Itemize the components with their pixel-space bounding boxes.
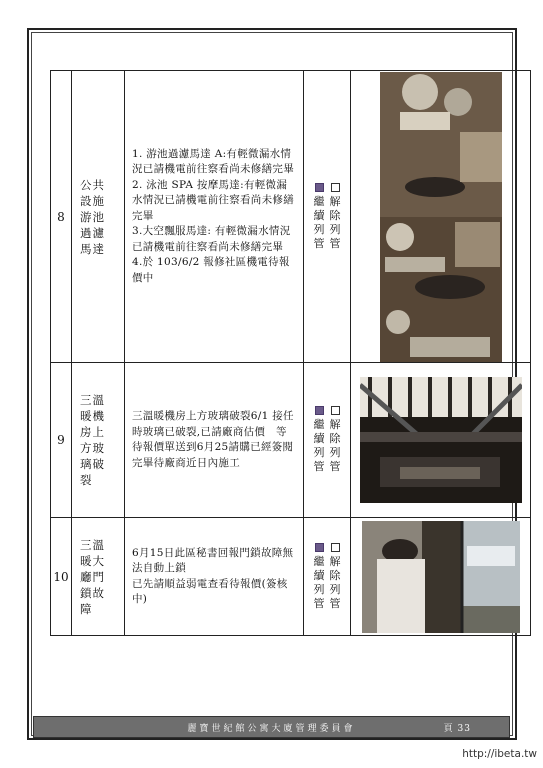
status-continue[interactable] (314, 543, 325, 611)
status-options (304, 406, 350, 474)
table-row (51, 518, 531, 636)
page-footer (33, 716, 510, 738)
remove-checkbox[interactable] (331, 183, 340, 192)
continue-checkbox[interactable] (315, 406, 324, 415)
remove-checkbox[interactable] (331, 406, 340, 415)
table-row (51, 71, 531, 363)
status-remove-label: 解 除 列 管 (329, 194, 341, 250)
page-number: 頁 33 (443, 724, 471, 734)
status-remove[interactable] (330, 183, 341, 251)
issue-table (50, 70, 531, 636)
photo-broken-glass (360, 377, 522, 503)
photo-lobby-door (362, 521, 520, 633)
desc-line: 已先請順益弱電查看待報價(簽核中) (132, 577, 288, 605)
item-name: 三溫暖機房上方玻璃破裂 (80, 393, 105, 487)
desc-line: 6月15日此區秘書回報門鎖故障無法自動上鎖 (132, 546, 294, 574)
status-continue-label: 繼 續 列 管 (313, 194, 325, 250)
item-name: 三溫暖大廳門鎖故障 (80, 537, 105, 616)
desc-line: 2. 泳池 SPA 按摩馬達:有輕微漏水情況已請機電前往察看尚未修繕完畢 (132, 178, 294, 222)
footer-title: 麗寶世紀館公寓大廈管理委員會 (187, 724, 356, 734)
remove-checkbox[interactable] (331, 543, 340, 552)
desc-line: 三溫暖機房上方玻璃破裂6/1 接任時玻璃已破裂,已請廠商估價 等待報價單送到6月25請購已經簽閱完畢待廠商近日內施工 (132, 410, 294, 469)
item-name: 公共設施游池過濾馬達 (80, 177, 105, 256)
desc-line: 4.於 103/6/2 報修社區機電待報價中 (132, 256, 290, 284)
status-continue[interactable] (314, 183, 325, 251)
desc-line: 1. 游池過濾馬達 A:有輕微漏水情況已請機電前往察看尚未修繕完畢 (132, 147, 294, 176)
pool-motor-photo-image (380, 72, 502, 362)
status-options (304, 183, 350, 251)
photo-pool-motors (380, 72, 502, 362)
continue-checkbox[interactable] (315, 183, 324, 192)
status-continue-label: 繼 續 列 管 (313, 554, 325, 610)
row-number: 10 (51, 518, 72, 636)
status-continue-label: 繼 續 列 管 (313, 418, 325, 473)
desc-line: 3.大空飄服馬達: 有輕微漏水情況已請機電前往察看尚未修繕完畢 (132, 225, 291, 253)
status-options (304, 543, 350, 611)
status-remove[interactable] (330, 406, 341, 474)
watermark: http://ibeta.tw (462, 748, 537, 760)
status-remove-label: 解 除 列 管 (329, 418, 341, 473)
row-number: 8 (51, 71, 72, 363)
row-number: 9 (51, 363, 72, 518)
lobby-door-photo-image (362, 521, 520, 633)
status-remove[interactable] (330, 543, 341, 611)
table-row (51, 363, 531, 518)
glass-roof-photo-image (360, 377, 522, 503)
status-remove-label: 解 除 列 管 (329, 554, 341, 610)
continue-checkbox[interactable] (315, 543, 324, 552)
status-continue[interactable] (314, 406, 325, 474)
